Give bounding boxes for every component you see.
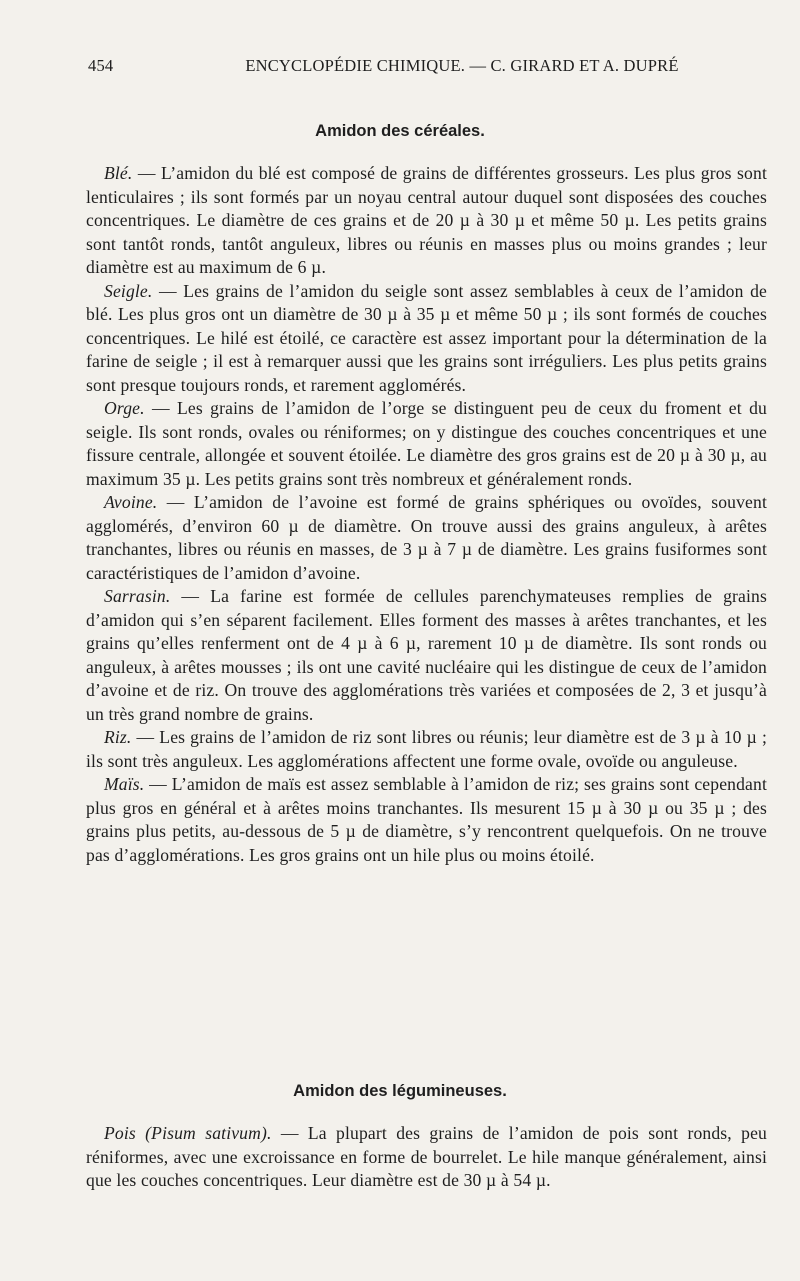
- paragraph-text: — L’amidon de l’avoine est formé de grains sphériques ou ovoïdes, souvent agglomérés, d’environ 60 µ de diamètre. On trouve aussi des grains anguleux, à arêtes tranchantes, libres ou réunis en masses, de 3 µ à 7 µ de diamètre. Les grains fusiformes sont caractéristiques de l’amidon d’avoine.: [86, 492, 767, 583]
- paragraph-orge: [86, 397, 767, 491]
- term-sarrasin: Sarrasin.: [104, 586, 171, 606]
- paragraph-text: — L’amidon de maïs est assez semblable à l’amidon de riz; ses grains sont cependant plus gros en général et à arêtes moins tranchantes. Ils mesurent 15 µ à 30 µ ou 35 µ ; des grains plus petits, au-dessous de 5 µ de diamètre, s’y rencontrent quelquefois. On ne trouve pas d’agglomérations. Les gros grains ont un hile plus ou moins étoilé.: [86, 774, 767, 865]
- term-ble: Blé.: [104, 163, 133, 183]
- running-title: ENCYCLOPÉDIE CHIMIQUE. — C. GIRARD ET A. DUPRÉ: [245, 56, 679, 75]
- term-avoine: Avoine.: [104, 492, 158, 512]
- paragraph-text: — Les grains de l’amidon du seigle sont assez semblables à ceux de l’amidon de blé. Les plus gros ont un diamètre de 30 µ à 35 µ et même 50 µ ; ils sont formés de couches concentriques. Le hilé est étoilé, ce caractère est assez important pour la détermination de la farine de seigle ; il est à remarquer aussi que les grains sont irréguliers. Les plus petits grains sont presque toujours ronds, et rarement agglomérés.: [86, 280, 767, 395]
- section-title-legumineuses: Amidon des légumineuses.: [293, 1082, 507, 1100]
- paragraph-text: — Les grains de l’amidon de riz sont libres ou réunis; leur diamètre est de 3 µ à 10 µ ; ils sont très anguleux. Les agglomérations affectent une forme ovale, ovoïde ou anguleuse.: [86, 727, 767, 771]
- paragraph-seigle: [86, 280, 767, 398]
- paragraph-text: — L’amidon du blé est composé de grains de différentes grosseurs. Les plus gros sont lenticulaires ; ils sont formés par un noyau central autour duquel sont disposées des couches concentriques. Le diamètre de ces grains et de 20 µ à 30 µ et même 50 µ. Les petits grains sont tantôt ronds, tantôt anguleux, libres ou réunis en masses plus ou moins grandes ; leur diamètre est au maximum de 6 µ.: [86, 163, 767, 277]
- paragraph-avoine: [86, 491, 767, 585]
- section-title-cereales: Amidon des céréales.: [315, 122, 485, 140]
- paragraph-mais: [86, 773, 767, 867]
- paragraph-sarrasin: [86, 585, 767, 726]
- paragraph-text: — Les grains de l’amidon de l’orge se distinguent peu de ceux du froment et du seigle. Ils sont ronds, ovales ou réniformes; on y distingue des couches concentriques et une fissure centrale, allongée et souvent étoilée. Le diamètre des gros grains est de 20 µ à 30 µ, au maximum 35 µ. Les petits grains sont très nombreux et généralement ronds.: [86, 398, 767, 489]
- paragraph-text: — La farine est formée de cellules parenchymateuses remplies de grains d’amidon qui s’en séparent facilement. Elles forment des masses à arêtes tranchantes, et les grains qu’elles renferment ont de 4 µ à 6 µ, rarement 10 µ de diamètre. Ils sont ronds ou anguleux, à arêtes mousses ; ils ont une cavité nucléaire qui les distingue de ceux de l’amidon d’avoine et de riz. On trouve des agglomérations très variées et composées de 2, 3 et jusqu’à un très grand nombre de grains.: [86, 586, 767, 724]
- paragraph-pois: [86, 1122, 767, 1193]
- term-riz: Riz.: [104, 727, 132, 747]
- section-body-cereales: [86, 162, 767, 867]
- section-body-legumineuses: [86, 1122, 767, 1193]
- paragraph-riz: [86, 726, 767, 773]
- paragraph-text: — La plupart des grains de l’amidon de pois sont ronds, peu réniformes, avec une excroissance en forme de bourrelet. Le hile manque généralement, ainsi que les couches concentriques. Leur diamètre est de 30 µ à 54 µ.: [86, 1123, 767, 1190]
- page-number: 454: [88, 56, 114, 75]
- paragraph-ble: [86, 162, 767, 280]
- page-header: [88, 56, 766, 80]
- term-orge: Orge.: [104, 398, 145, 418]
- term-mais: Maïs.: [104, 774, 145, 794]
- term-pois: Pois (Pisum sativum).: [104, 1123, 272, 1143]
- term-seigle: Seigle.: [104, 280, 153, 301]
